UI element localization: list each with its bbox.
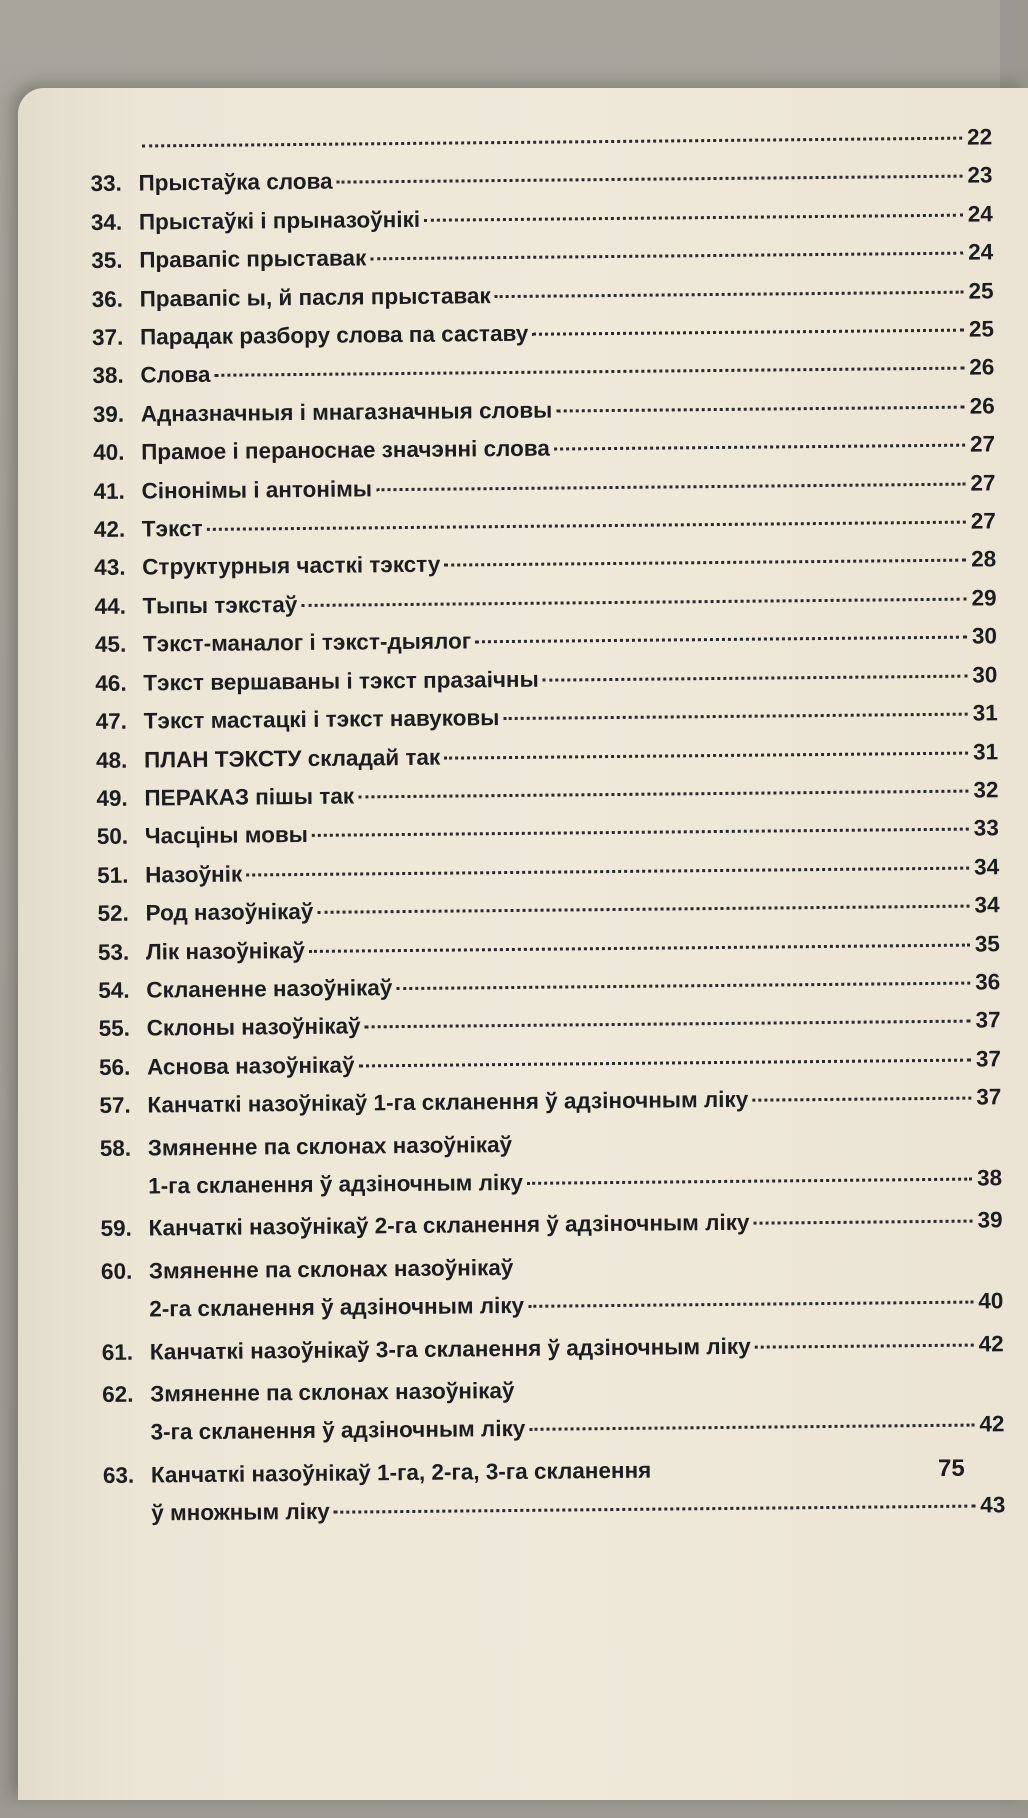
toc-entry-title: Аснова назоўнікаў [146,1052,355,1080]
dot-leader [207,521,966,531]
toc-page-number: 25 [968,316,995,342]
toc-entry-number: 50. [96,823,129,850]
toc-entry-number: 54. [98,977,130,1003]
toc-entry [100,1121,1003,1206]
toc-page-number: 36 [975,969,1001,995]
toc-entry-number: 44. [94,593,127,619]
dot-leader [556,405,964,412]
toc-entry-number: 62. [102,1381,134,1407]
dot-leader [337,175,963,184]
dot-leader [142,137,962,148]
dot-leader [301,597,966,606]
toc-page-number: 29 [971,585,997,611]
toc-entry-title: Правапіс ы, й пасля прыставак [139,282,491,312]
toc-entry-number: 35. [91,247,123,274]
toc-entry-number: 60. [100,1258,133,1284]
toc-entry-number: 34. [90,209,123,235]
toc-entry-title: Тэкст [141,516,203,542]
toc-entry-title: Структурныя часткі тэксту [142,552,441,580]
toc-entry-title: ў множным ліку [151,1498,330,1526]
toc-page-number: 35 [974,930,1000,957]
toc-entry-title: Парадак разбору слова па саставу [139,320,529,350]
toc-entry-title: Сінонімы і антонімы [141,475,373,504]
toc-entry-number: 33. [90,171,122,197]
toc-page-number: 31 [972,738,999,765]
dot-leader [317,905,969,914]
toc-page-number: 31 [972,700,998,726]
toc-page-number: 39 [977,1207,1003,1233]
toc-page-number: 43 [980,1492,1006,1518]
toc-entry-number: 41. [93,478,125,504]
toc-entry-title: Лік назоўнікаў [145,937,305,965]
toc-entry-title: Прамое і пераноснае значэнні слова [141,435,551,465]
toc-entry-number: 37. [91,324,124,351]
toc-entry [99,1078,1001,1125]
toc-page-number: 37 [976,1084,1002,1110]
dot-leader [543,674,968,681]
toc-entry-number: 45. [94,631,127,658]
toc-entry-number: 56. [98,1054,131,1080]
toc-entry-number: 52. [97,900,129,927]
toc-entry-number: 46. [95,670,127,696]
toc-page-number: 24 [967,201,993,227]
dot-leader [370,252,963,261]
toc-page-number: 40 [978,1288,1004,1314]
toc-entry-title: Тэкст мастацкі і тэкст навуковы [143,705,500,734]
page-number: 75 [938,1455,965,1482]
toc-page-number: 34 [974,892,1000,918]
toc-entry-title: Тыпы тэкстаў [142,591,298,619]
toc-entry-number: 43. [94,555,126,581]
dot-leader [475,636,967,644]
toc-page-number: 30 [972,662,998,688]
dot-leader [444,559,966,567]
toc-page-number: 34 [973,854,1000,880]
toc-entry-title: Тэкст вершаваны і тэкст празаічны [143,666,539,696]
toc-entry-number: 40. [93,439,125,466]
toc-entry-title: 1-га скланення ў адзіночным ліку [148,1169,524,1199]
toc-entry-title: Прыстаўка слова [138,169,333,196]
toc-entry-title: Часціны мовы [144,822,309,849]
toc-page-number: 38 [976,1165,1003,1191]
dot-leader [312,828,969,837]
toc-entry-title: Змяненне па склонах назоўнікаў [147,1131,513,1161]
toc-entry-title: Правапіс прыставак [139,245,367,273]
dot-leader [528,1301,973,1308]
dot-leader [334,1505,976,1514]
toc-entry-title: Канчаткі назоўнікаў 1-га скланення ў адзіночным ліку [147,1086,749,1118]
toc-page-number: 26 [969,354,995,381]
toc-entry-number: 63. [102,1462,135,1488]
dot-leader [752,1097,971,1102]
dot-leader [444,751,968,759]
toc-entry-number: 36. [91,286,124,312]
toc-entry-title: Слова [140,362,211,388]
dot-leader [365,1020,971,1029]
dot-leader [396,982,970,991]
toc-page-number: 23 [967,162,993,188]
toc-page-number: 27 [970,508,996,534]
toc-entry-number: 39. [92,401,125,427]
toc-entry [101,1244,1004,1329]
dot-leader [214,367,964,377]
toc-page-number: 27 [970,469,996,496]
dot-leader [376,482,965,491]
toc-entry-title: Канчаткі назоўнікаў 3-га скланення ў адзіночным ліку [149,1333,751,1365]
toc-entry-title: Прыстаўкі і прыназоўнікі [138,206,421,235]
dot-leader [246,866,969,876]
toc-entry [102,1325,1004,1372]
dot-leader [554,444,965,451]
dot-leader [309,943,970,952]
dot-leader [753,1220,972,1225]
dot-leader [527,1178,972,1185]
toc-entry-number: 57. [99,1092,131,1119]
toc-page-number: 37 [975,1007,1001,1033]
dot-leader [532,329,964,336]
toc-page-number: 25 [968,277,994,304]
toc-entry-title: Канчаткі назоўнікаў 2-га скланення ў адзіночным ліку [148,1210,750,1241]
dot-leader [358,790,968,799]
toc-page-number: 32 [973,777,999,803]
toc-entry-number: 53. [97,939,130,965]
dot-leader [529,1424,974,1431]
toc-page-number: 42 [978,1330,1004,1357]
toc-entry-title: Склоны назоўнікаў [146,1013,361,1041]
toc-entry [100,1202,1002,1249]
toc-entry-number: 38. [92,363,124,389]
toc-entry-number: 48. [95,747,128,773]
toc-entry-title: ПЛАН ТЭКСТУ складай так [143,744,441,773]
dot-leader [424,213,963,221]
toc-page-number: 30 [971,623,998,649]
dot-leader [495,290,964,298]
toc-entry-title: Род назоўнікаў [145,899,314,926]
toc-page-number: 24 [968,239,994,265]
toc-entry-title: Адназначныя і мнагазначныя словы [140,397,553,427]
toc-entry-number: 55. [98,1016,131,1042]
toc-entry-title: ПЕРАКАЗ пішы так [144,783,355,811]
toc-entry-number: 59. [100,1216,132,1242]
toc-entry-number: 42. [93,516,126,543]
toc-entry-number: 49. [96,785,128,811]
toc-page-number: 42 [979,1411,1005,1437]
table-of-contents [90,118,1005,1537]
toc-entry-title: Скланенне назоўнікаў [146,975,393,1003]
toc-page-number: 37 [975,1046,1002,1072]
toc-entry [102,1367,1005,1452]
toc-entry-number: 47. [95,708,128,735]
toc-page-number: 27 [969,431,996,457]
toc-entry-title: 2-га скланення ў адзіночным ліку [149,1293,525,1322]
toc-entry [103,1448,1006,1533]
dot-leader [755,1343,974,1348]
dot-leader [359,1058,972,1067]
toc-entry-title: Змяненне па склонах назоўнікаў [148,1254,514,1284]
toc-page-number: 33 [973,815,999,841]
toc-page-number: 26 [969,393,995,419]
toc-page-number: 28 [971,546,997,573]
toc-entry-title: Тэкст-маналог і тэкст-дыялог [142,628,472,657]
toc-entry-title: 3-га скланення ў адзіночным ліку [150,1416,526,1445]
toc-entry-number: 51. [97,862,129,888]
toc-page-number: 22 [966,124,993,150]
toc-entry-title: Канчаткі назоўнікаў 1-га, 2-га, 3-га скланення [150,1457,652,1488]
toc-entry-title: Назоўнік [145,861,243,888]
toc-entry-number: 58. [99,1135,132,1161]
dot-leader [503,713,967,720]
toc-entry-title: Змяненне па склонах назоўнікаў [150,1377,515,1407]
toc-entry-number: 61. [101,1339,134,1365]
